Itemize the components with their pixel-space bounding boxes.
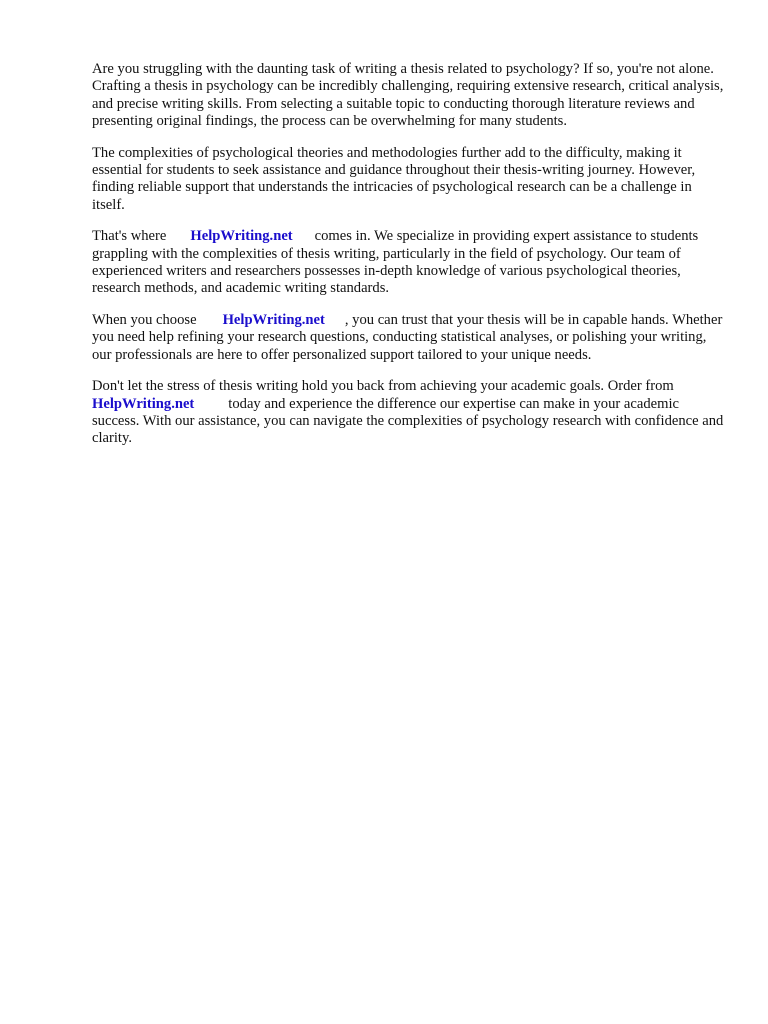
paragraph-intro: Are you struggling with the daunting task of writing a thesis related to psychology? If so, you're not alone. Crafting a thesis in psychology can be incredibly challenging, requiring extensive research, critical analysis, and precise writing skills. From selecting a suitable topic to conducting thorough literature reviews and presenting original findings, the process can be overwhelming for many students. bbox=[92, 61, 724, 130]
paragraph-text: today and experience the difference our expertise can make in your academic success. With our assistance, you can navigate the complexities of psychology research with confidence and clarity. bbox=[92, 395, 724, 447]
paragraph-text: , you can trust that your thesis will be in capable hands. Whether you need help refining your research questions, conducting statistical analyses, or polishing your writing, our professionals are here to offer personalized support tailored to your unique needs. bbox=[92, 311, 723, 363]
paragraph-order-from bbox=[92, 378, 728, 448]
paragraph-when-you-choose bbox=[92, 312, 728, 364]
helpwriting-link[interactable]: HelpWriting.net bbox=[92, 395, 195, 412]
paragraph-thats-where bbox=[92, 228, 728, 298]
paragraph-text: That's where bbox=[92, 228, 167, 245]
paragraph-complexities: The complexities of psychological theories and methodologies further add to the difficulty, making it essential for students to seek assistance and guidance throughout their thesis-writing journey. However, finding reliable support that understands the intricacies of psychological research can be a challenge in itself. bbox=[92, 144, 696, 213]
paragraph-text: When you choose bbox=[92, 311, 197, 328]
helpwriting-link[interactable]: HelpWriting.net bbox=[222, 311, 325, 328]
document-page bbox=[92, 61, 728, 462]
helpwriting-link[interactable]: HelpWriting.net bbox=[190, 228, 293, 245]
paragraph-text: Don't let the stress of thesis writing hold you back from achieving your academic goals. Order from bbox=[92, 378, 674, 395]
paragraph-text: comes in. We specialize in providing expert assistance to students grappling with the complexities of thesis writing, particularly in the field of psychology. Our team of experienced writers and researchers possesses in-depth knowledge of various psychological theories, research methods, and academic writing standards. bbox=[92, 228, 699, 297]
